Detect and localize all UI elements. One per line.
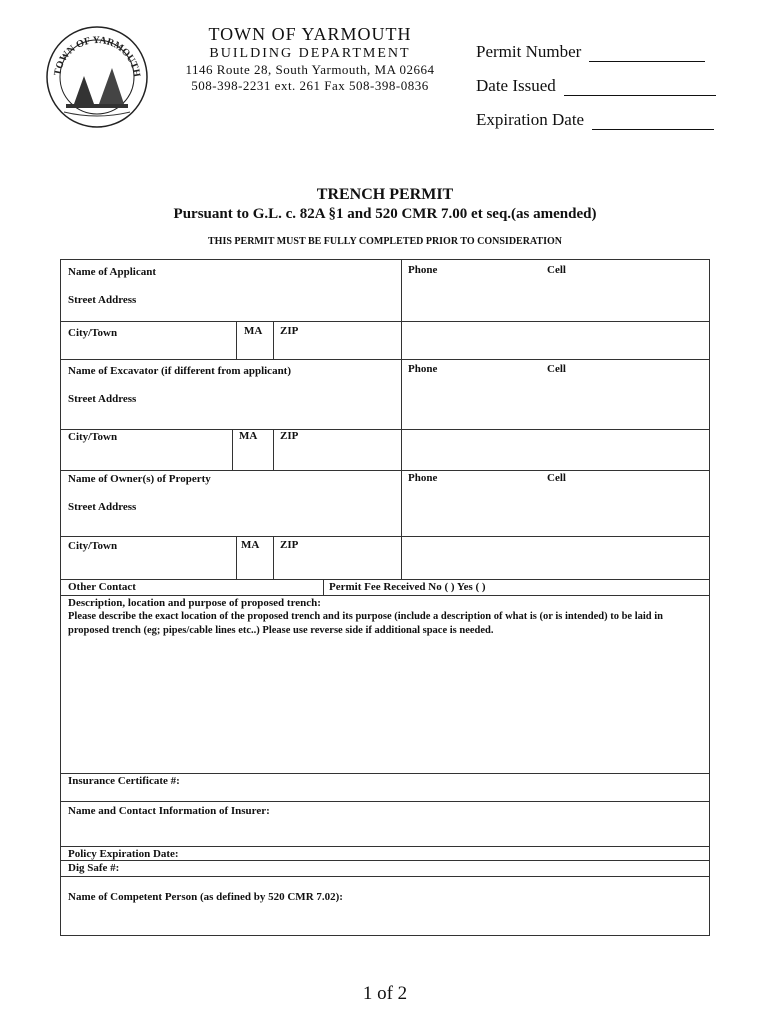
- dig-safe-label: Dig Safe #:: [68, 862, 120, 874]
- permit-number-line[interactable]: [589, 47, 705, 62]
- trench-permit-form: [60, 259, 710, 936]
- applicant-name-label: Name of Applicant: [68, 266, 156, 278]
- excavator-name-label: Name of Excavator (if different from applicant): [68, 365, 292, 377]
- owner-cell-label: Cell: [547, 472, 566, 484]
- expiration-date-line[interactable]: [592, 115, 714, 130]
- excavator-phone-label: Phone: [408, 363, 438, 375]
- svg-text:TOWN OF YARMOUTH: TOWN OF YARMOUTH: [52, 34, 142, 78]
- page-number: 1 of 2: [362, 983, 408, 1004]
- permit-number-field[interactable]: [476, 42, 705, 62]
- department-header: [160, 24, 460, 94]
- applicant-city-label: City/Town: [68, 327, 118, 339]
- excavator-city-label: City/Town: [68, 431, 118, 443]
- permit-number-label: Permit Number: [476, 42, 582, 61]
- insurer-info-label: Name and Contact Information of Insurer:: [68, 805, 270, 817]
- department-address: 1146 Route 28, South Yarmouth, MA 02664: [185, 62, 435, 78]
- owner-street-label: Street Address: [68, 501, 137, 513]
- applicant-cell-label: Cell: [547, 264, 566, 276]
- competent-person-label: Name of Competent Person (as defined by 520 CMR 7.02):: [68, 891, 343, 903]
- date-issued-line[interactable]: [564, 81, 716, 96]
- department-phone-fax: 508-398-2231 ext. 261 Fax 508-398-0836: [191, 77, 429, 93]
- town-seal-logo: [44, 24, 150, 130]
- date-issued-label: Date Issued: [476, 76, 556, 95]
- excavator-street-label: Street Address: [68, 393, 137, 405]
- applicant-state-label: MA: [244, 325, 263, 337]
- page-subtitle: Pursuant to G.L. c. 82A §1 and 520 CMR 7.00 et seq.(as amended): [173, 206, 597, 222]
- owner-phone-label: Phone: [408, 472, 438, 484]
- description-heading: Description, location and purpose of proposed trench:: [68, 597, 321, 609]
- owner-city-label: City/Town: [68, 540, 118, 552]
- completion-notice: THIS PERMIT MUST BE FULLY COMPLETED PRIOR TO CONSIDERATION: [208, 236, 562, 247]
- excavator-zip-label: ZIP: [280, 430, 299, 442]
- date-issued-field[interactable]: [476, 76, 716, 96]
- other-contact-label: Other Contact: [68, 581, 136, 593]
- owner-zip-label: ZIP: [280, 539, 299, 551]
- town-name: TOWN OF YARMOUTH: [208, 24, 412, 44]
- applicant-street-label: Street Address: [68, 294, 137, 306]
- excavator-state-label: MA: [239, 430, 258, 442]
- insurance-certificate-label: Insurance Certificate #:: [68, 775, 180, 787]
- owner-state-label: MA: [241, 539, 260, 551]
- owner-name-label: Name of Owner(s) of Property: [68, 473, 211, 485]
- permit-fee-label: Permit Fee Received No ( ) Yes ( ): [329, 581, 486, 593]
- department-name: BUILDING DEPARTMENT: [209, 45, 411, 61]
- page-title: TRENCH PERMIT: [316, 186, 454, 203]
- expiration-date-field[interactable]: [476, 110, 714, 130]
- applicant-phone-label: Phone: [408, 264, 438, 276]
- expiration-date-label: Expiration Date: [476, 110, 585, 129]
- excavator-cell-label: Cell: [547, 363, 566, 375]
- policy-expiration-label: Policy Expiration Date:: [68, 848, 179, 860]
- description-instructions: Please describe the exact location of the proposed trench and its purpose (include a description of what is (or is intended) to be laid in proposed trench (eg; pipes/cable lines etc..) Please use reverse side if additional space is needed.: [68, 611, 664, 637]
- applicant-zip-label: ZIP: [280, 325, 299, 337]
